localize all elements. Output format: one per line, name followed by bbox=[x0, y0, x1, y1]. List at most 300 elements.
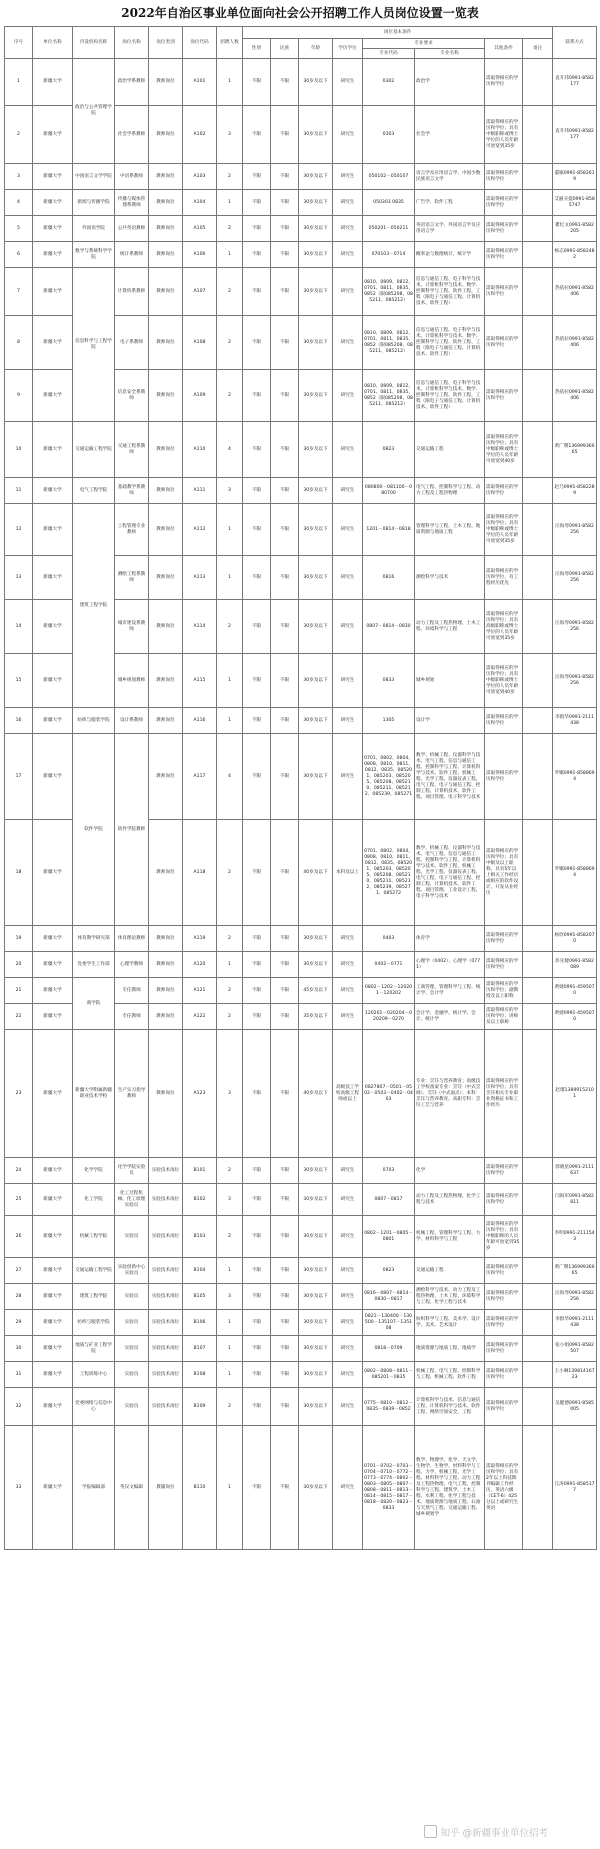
cell-note bbox=[523, 1258, 553, 1284]
cell-dept: 工程训练中心 bbox=[73, 1362, 115, 1388]
cell-age: 30岁及以下 bbox=[299, 952, 333, 978]
cell-type: 教师岗位 bbox=[149, 216, 183, 242]
cell-ethnic: 不限 bbox=[271, 1362, 299, 1388]
cell-contact: 彭先婕0991-8582089 bbox=[553, 952, 597, 978]
cell-gender: 不限 bbox=[243, 820, 271, 926]
cell-type: 实验技术岗位 bbox=[149, 1388, 183, 1426]
cell-dept: 软件学院 bbox=[73, 734, 115, 926]
cell-gender: 不限 bbox=[243, 268, 271, 316]
cell-mcode: 0816－0807－0814－0830－0817 bbox=[363, 1284, 415, 1310]
table-row bbox=[5, 164, 597, 190]
cell-note bbox=[523, 926, 553, 952]
cell-count: 2 bbox=[217, 316, 243, 370]
cell-note bbox=[523, 1158, 553, 1184]
cell-seq: 24 bbox=[5, 1158, 33, 1184]
cell-mname: 机械工程、电气工程、控制科学与工程、机械工程、软件工程 bbox=[415, 1362, 485, 1388]
header-note: 备注 bbox=[523, 39, 553, 59]
cell-edu: 研究生 bbox=[333, 190, 363, 216]
cell-type: 教辅岗位 bbox=[149, 1426, 183, 1550]
cell-other: 需取得相应的学历和学位 bbox=[485, 268, 523, 316]
cell-gender: 不限 bbox=[243, 1362, 271, 1388]
cell-count: 1 bbox=[217, 242, 243, 268]
cell-unit: 新疆大学 bbox=[33, 216, 73, 242]
cell-mname: 工商管理、管理科学与工程、统计学、会计学 bbox=[415, 978, 485, 1004]
cell-unit: 新疆大学 bbox=[33, 1158, 73, 1184]
cell-gender: 不限 bbox=[243, 1284, 271, 1310]
cell-age: 30岁及以下 bbox=[299, 734, 333, 820]
cell-ethnic: 不限 bbox=[271, 1004, 299, 1030]
cell-gender: 不限 bbox=[243, 164, 271, 190]
cell-mcode: 0807－0817 bbox=[363, 1184, 415, 1216]
cell-code: A101 bbox=[183, 59, 217, 106]
table-row bbox=[5, 1158, 597, 1184]
cell-mname: 动力工程及工程热物理、土木工程、环境科学与工程 bbox=[415, 600, 485, 654]
cell-type: 实验技术岗位 bbox=[149, 1310, 183, 1336]
cell-mname: 机械工程、管理科学与工程、力学、材料科学与工程 bbox=[415, 1216, 485, 1258]
cell-mname: 英语语言文学、外国语言学及应用语言学 bbox=[415, 216, 485, 242]
cell-edu: 研究生 bbox=[333, 478, 363, 504]
cell-post: 实验员 bbox=[115, 1336, 149, 1362]
table-row bbox=[5, 1284, 597, 1310]
cell-edu: 研究生 bbox=[333, 106, 363, 164]
table-row bbox=[5, 190, 597, 216]
cell-ethnic: 不限 bbox=[271, 268, 299, 316]
table-row bbox=[5, 1030, 597, 1158]
cell-unit: 新疆大学 bbox=[33, 1216, 73, 1258]
cell-seq: 20 bbox=[5, 952, 33, 978]
cell-count: 1 bbox=[217, 1258, 243, 1284]
cell-mname: 体育学 bbox=[415, 926, 485, 952]
cell-count: 2 bbox=[217, 1158, 243, 1184]
cell-seq: 22 bbox=[5, 1004, 33, 1030]
cell-gender: 不限 bbox=[243, 316, 271, 370]
cell-age: 30岁及以下 bbox=[299, 316, 333, 370]
cell-mcode: 0402－0771 bbox=[363, 952, 415, 978]
cell-seq: 14 bbox=[5, 600, 33, 654]
cell-other: 需取得相应的学历和学位 bbox=[485, 1184, 523, 1216]
cell-other: 需取得相应的学历和学位 bbox=[485, 316, 523, 370]
cell-edu: 研究生 bbox=[333, 242, 363, 268]
cell-mcode: 0827807－0501－0502－0503－0402－0403 bbox=[363, 1030, 415, 1158]
cell-edu: 研究生 bbox=[333, 1004, 363, 1030]
table-row bbox=[5, 1336, 597, 1362]
cell-code: A119 bbox=[183, 926, 217, 952]
table-row bbox=[5, 1426, 597, 1550]
cell-unit: 新疆大学 bbox=[33, 1284, 73, 1310]
cell-age: 30岁及以下 bbox=[299, 1258, 333, 1284]
cell-ethnic: 不限 bbox=[271, 734, 299, 820]
cell-note bbox=[523, 1388, 553, 1426]
cell-note bbox=[523, 216, 553, 242]
cell-unit: 新疆大学 bbox=[33, 978, 73, 1004]
cell-gender: 不限 bbox=[243, 926, 271, 952]
cell-age: 30岁及以下 bbox=[299, 556, 333, 600]
cell-other: 需取得相应的学历和学位；具有中级职称或博士学位的人员年龄可放宽到35岁 bbox=[485, 504, 523, 556]
cell-ethnic: 不限 bbox=[271, 1284, 299, 1310]
cell-mname: 会计学、金融学、统计学、会计、统计学 bbox=[415, 1004, 485, 1030]
cell-contact: 罗娜0991-8588694 bbox=[553, 734, 597, 820]
cell-ethnic: 不限 bbox=[271, 978, 299, 1004]
table-row bbox=[5, 268, 597, 316]
cell-post: 化学学院实验员 bbox=[115, 1158, 149, 1184]
cell-contact: 汪海琴0991-8582256 bbox=[553, 654, 597, 708]
cell-type: 教师岗位 bbox=[149, 1004, 183, 1030]
cell-ethnic: 不限 bbox=[271, 556, 299, 600]
header-major-name: 专业名称 bbox=[415, 49, 485, 59]
cell-type: 教师岗位 bbox=[149, 978, 183, 1004]
cell-mcode: 0818－0709 bbox=[363, 1336, 415, 1362]
cell-mcode: 120201－020204－020209－0270 bbox=[363, 1004, 415, 1030]
cell-ethnic: 不限 bbox=[271, 600, 299, 654]
cell-contact: 黄广瓒13699936665 bbox=[553, 422, 597, 478]
cell-type: 教师岗位 bbox=[149, 504, 183, 556]
cell-count: 1 bbox=[217, 556, 243, 600]
cell-dept: 机械工程学院 bbox=[73, 1216, 115, 1258]
cell-edu: 研究生 bbox=[333, 1388, 363, 1426]
cell-other: 需取得相应的学历和学位 bbox=[485, 708, 523, 734]
cell-other: 需取得相应的学历和学位；具有高级职称或博士学位的人员年龄可放宽到35岁 bbox=[485, 600, 523, 654]
cell-edu: 研究生 bbox=[333, 504, 363, 556]
cell-unit: 新疆大学 bbox=[33, 926, 73, 952]
cell-note bbox=[523, 478, 553, 504]
cell-dept: 电气工程学院 bbox=[73, 478, 115, 504]
cell-post: 专任教师 bbox=[115, 978, 149, 1004]
cell-mcode: 050303 0835 bbox=[363, 190, 415, 216]
cell-gender: 不限 bbox=[243, 59, 271, 106]
cell-code: A113 bbox=[183, 556, 217, 600]
cell-count: 1 bbox=[217, 190, 243, 216]
cell-contact: 杨欣0991-8582070 bbox=[553, 926, 597, 952]
cell-unit: 新疆大学 bbox=[33, 820, 73, 926]
cell-gender: 不限 bbox=[243, 242, 271, 268]
cell-edu: 研究生 bbox=[333, 216, 363, 242]
cell-gender: 不限 bbox=[243, 106, 271, 164]
cell-seq: 28 bbox=[5, 1284, 33, 1310]
cell-edu: 研究生 bbox=[333, 1310, 363, 1336]
cell-ethnic: 不限 bbox=[271, 708, 299, 734]
header-age: 年龄 bbox=[299, 39, 333, 59]
cell-note bbox=[523, 952, 553, 978]
table-row bbox=[5, 1388, 597, 1426]
cell-edu: 研究生 bbox=[333, 370, 363, 422]
cell-unit: 新疆大学 bbox=[33, 708, 73, 734]
cell-note bbox=[523, 1426, 553, 1550]
cell-edu: 研究生 bbox=[333, 1284, 363, 1310]
cell-seq: 29 bbox=[5, 1310, 33, 1336]
cell-dept: 体育教学研究部 bbox=[73, 926, 115, 952]
cell-mcode: 0802－1202－120201－120202 bbox=[363, 978, 415, 1004]
cell-edu: 本科及以上 bbox=[333, 820, 363, 926]
cell-age: 40岁及以下 bbox=[299, 1030, 333, 1158]
cell-ethnic: 不限 bbox=[271, 242, 299, 268]
cell-edu: 研究生 bbox=[333, 268, 363, 316]
table-row bbox=[5, 1362, 597, 1388]
cell-gender: 不限 bbox=[243, 422, 271, 478]
header-basic-conditions: 岗位基本条件 bbox=[243, 27, 553, 39]
cell-mname: 广告学、软件工程 bbox=[415, 190, 485, 216]
cell-edu: 研究生 bbox=[333, 952, 363, 978]
cell-gender: 不限 bbox=[243, 504, 271, 556]
cell-other: 需取得相应的学历和学位 bbox=[485, 1388, 523, 1426]
cell-ethnic: 不限 bbox=[271, 59, 299, 106]
cell-seq: 16 bbox=[5, 708, 33, 734]
cell-post: 实验员 bbox=[115, 1388, 149, 1426]
cell-seq: 8 bbox=[5, 316, 33, 370]
header-dept: 内设机构名称 bbox=[73, 27, 115, 59]
cell-unit: 新疆大学 bbox=[33, 1362, 73, 1388]
header-unit: 单位名称 bbox=[33, 27, 73, 59]
cell-contact: 闫海军0991-8582811 bbox=[553, 1184, 597, 1216]
cell-age: 35岁及以下 bbox=[299, 1004, 333, 1030]
cell-edu: 研究生 bbox=[333, 978, 363, 1004]
cell-count: 2 bbox=[217, 820, 243, 926]
cell-other: 需取得相应的学历和学位 bbox=[485, 478, 523, 504]
cell-contact: 袁升玮0991-8582177 bbox=[553, 59, 597, 106]
cell-gender: 不限 bbox=[243, 654, 271, 708]
cell-other: 需取得相应的学历和学位；讲师及以上职称 bbox=[485, 1004, 523, 1030]
header-edu: 学历学位 bbox=[333, 39, 363, 59]
table-row bbox=[5, 422, 597, 478]
cell-gender: 不限 bbox=[243, 1388, 271, 1426]
cell-count: 2 bbox=[217, 216, 243, 242]
cell-mcode: 0810、0809、0812、0701、0811、0835、0852（限085208、085211、085212） bbox=[363, 268, 415, 316]
watermark-text: 知乎 @新疆事业单位招考 bbox=[440, 1828, 548, 1839]
cell-mname: 信息与通信工程、电子科学与技术、计算机科学与技术、数学、控制科学与工程、软件工程、工程（限电子与通信工程、计算机技术、软件工程） bbox=[415, 268, 485, 316]
cell-contact: 艾丽买提0991-8585747 bbox=[553, 190, 597, 216]
cell-mcode: 0775－0810－0812－0835－0839－0852 bbox=[363, 1388, 415, 1426]
cell-other: 需取得相应的学历和学位；具有中级职称的人员年龄可放宽到35岁 bbox=[485, 1216, 523, 1258]
cell-unit: 新疆大学 bbox=[33, 556, 73, 600]
cell-post: 传播与媒体管理系教师 bbox=[115, 190, 149, 216]
cell-code: B106 bbox=[183, 1310, 217, 1336]
cell-mname: 心理学（0402）、心理学（0771） bbox=[415, 952, 485, 978]
cell-contact: 张小娟0991-8582507 bbox=[553, 1336, 597, 1362]
cell-gender: 不限 bbox=[243, 216, 271, 242]
cell-contact: 李群华0991-2111438 bbox=[553, 1310, 597, 1336]
cell-unit: 新疆大学 bbox=[33, 478, 73, 504]
cell-dept: 化学学院 bbox=[73, 1158, 115, 1184]
cell-post: 英汉文编辑 bbox=[115, 1426, 149, 1550]
table-row bbox=[5, 242, 597, 268]
cell-note bbox=[523, 708, 553, 734]
cell-dept: 建筑工程学院 bbox=[73, 1284, 115, 1310]
header-count: 招聘人数 bbox=[217, 27, 243, 59]
cell-edu: 研究生 bbox=[333, 1426, 363, 1550]
cell-other: 需取得相应的学历和学位 bbox=[485, 1310, 523, 1336]
cell-other: 需取得相应的学历和学位；具有中级职称或博士学位的人员年龄可放宽到40岁 bbox=[485, 654, 523, 708]
cell-count: 3 bbox=[217, 106, 243, 164]
cell-edu: 研究生 bbox=[333, 1216, 363, 1258]
cell-seq: 6 bbox=[5, 242, 33, 268]
header-major-group: 专业要求 bbox=[363, 39, 485, 49]
cell-mname: 语言学及应用语言学、中国少数民族语言文学 bbox=[415, 164, 485, 190]
cell-edu: 研究生 bbox=[333, 1158, 363, 1184]
cell-count: 2 bbox=[217, 926, 243, 952]
cell-ethnic: 不限 bbox=[271, 1030, 299, 1158]
cell-age: 30岁及以下 bbox=[299, 164, 333, 190]
cell-type: 实验技术岗位 bbox=[149, 1284, 183, 1310]
cell-age: 30岁及以下 bbox=[299, 1284, 333, 1310]
cell-code: A118 bbox=[183, 820, 217, 926]
cell-note bbox=[523, 370, 553, 422]
cell-mcode: 1201－0814－0818 bbox=[363, 504, 415, 556]
cell-unit: 新疆大学 bbox=[33, 370, 73, 422]
cell-post: 城市建设系教师 bbox=[115, 600, 149, 654]
cell-seq: 10 bbox=[5, 422, 33, 478]
cell-dept: 新疆大学附属新疆职业技术学校 bbox=[73, 1030, 115, 1158]
cell-dept: 新闻与传播学院 bbox=[73, 190, 115, 216]
cell-mname: 概率论与数理统计、统计学 bbox=[415, 242, 485, 268]
cell-mname: 政治学 bbox=[415, 59, 485, 106]
cell-type: 实验技术岗位 bbox=[149, 1158, 183, 1184]
cell-contact: 汪海琴0991-8582256 bbox=[553, 556, 597, 600]
cell-unit: 新疆大学 bbox=[33, 1310, 73, 1336]
cell-gender: 不限 bbox=[243, 1336, 271, 1362]
cell-note bbox=[523, 556, 553, 600]
cell-unit: 新疆大学 bbox=[33, 734, 73, 820]
cell-dept: 建筑工程学院 bbox=[73, 504, 115, 708]
cell-post: 交通工程系教师 bbox=[115, 422, 149, 478]
cell-mcode: 0821－130400－130500－135107－135108 bbox=[363, 1310, 415, 1336]
cell-mname: 动力工程及工程热物理、化学工程与技术 bbox=[415, 1184, 485, 1216]
cell-edu: 研究生 bbox=[333, 926, 363, 952]
cell-ethnic: 不限 bbox=[271, 478, 299, 504]
cell-gender: 不限 bbox=[243, 1004, 271, 1030]
cell-seq: 18 bbox=[5, 820, 33, 926]
cell-edu: 研究生 bbox=[333, 59, 363, 106]
cell-code: A111 bbox=[183, 478, 217, 504]
cell-gender: 不限 bbox=[243, 1258, 271, 1284]
cell-contact: 黄广瓒13699936665 bbox=[553, 1258, 597, 1284]
cell-type: 教师岗位 bbox=[149, 164, 183, 190]
cell-gender: 不限 bbox=[243, 978, 271, 1004]
cell-type: 实验技术岗位 bbox=[149, 1258, 183, 1284]
cell-post: 化工过程机械、化工原理实验员 bbox=[115, 1184, 149, 1216]
cell-ethnic: 不限 bbox=[271, 1426, 299, 1550]
table-row bbox=[5, 978, 597, 1004]
cell-code: B105 bbox=[183, 1284, 217, 1310]
cell-mcode: 0802－1201－0805－0801 bbox=[363, 1216, 415, 1258]
cell-seq: 15 bbox=[5, 654, 33, 708]
cell-unit: 新疆大学 bbox=[33, 1004, 73, 1030]
cell-ethnic: 不限 bbox=[271, 316, 299, 370]
cell-code: B109 bbox=[183, 1388, 217, 1426]
cell-count: 2 bbox=[217, 1216, 243, 1258]
cell-other: 需取得相应的学历和学位；副教授及以上职称 bbox=[485, 978, 523, 1004]
cell-post: 工程管理专业教师 bbox=[115, 504, 149, 556]
cell-dept: 交通运输工程学院 bbox=[73, 1258, 115, 1284]
cell-count: 3 bbox=[217, 1284, 243, 1310]
cell-post: 实验员 bbox=[115, 1310, 149, 1336]
cell-note bbox=[523, 1310, 553, 1336]
table-row bbox=[5, 504, 597, 556]
cell-mcode: 0703 bbox=[363, 1158, 415, 1184]
cell-mname: 交通运输工程 bbox=[415, 1258, 485, 1284]
cell-mname: 数学、机械工程、仪器科学与技术、电气工程、信息与通信工程、控制科学与工程、计算机科学与技术、软件工程、机械工程、光学工程、仪器仪表工程、电气工程、电子与通信工程、控制工程、计算机技术、软件工程、项目管理、工业设计工程、电子科学与技术 bbox=[415, 820, 485, 926]
cell-type: 实验技术岗位 bbox=[149, 1336, 183, 1362]
cell-mcode: 0701、0802、0804、0808、0810、0811、0812、0835、085201、085203、085205、085208、085210、085211、085212、085239、085271、085272 bbox=[363, 820, 415, 926]
cell-age: 30岁及以下 bbox=[299, 504, 333, 556]
cell-count: 1 bbox=[217, 708, 243, 734]
cell-other: 需取得相应的学历和学位 bbox=[485, 1158, 523, 1184]
cell-ethnic: 不限 bbox=[271, 952, 299, 978]
cell-seq: 19 bbox=[5, 926, 33, 952]
cell-code: A103 bbox=[183, 164, 217, 190]
cell-ethnic: 不限 bbox=[271, 216, 299, 242]
cell-note bbox=[523, 268, 553, 316]
cell-note bbox=[523, 422, 553, 478]
cell-age: 30岁及以下 bbox=[299, 422, 333, 478]
cell-mname: 信息与通信工程、电子科学与技术、计算机科学与技术、数学、控制科学与工程、软件工程、工程（限电子与通信工程、计算机技术、软件工程） bbox=[415, 316, 485, 370]
cell-mname: 电气工程、控制科学与工程、动力工程及工程热物理 bbox=[415, 478, 485, 504]
cell-code: A105 bbox=[183, 216, 217, 242]
cell-unit: 新疆大学 bbox=[33, 316, 73, 370]
cell-dept: 地质与矿业工程学院 bbox=[73, 1336, 115, 1362]
watermark bbox=[424, 1825, 548, 1839]
cell-gender: 不限 bbox=[243, 1216, 271, 1258]
cell-code: B107 bbox=[183, 1336, 217, 1362]
cell-code: A104 bbox=[183, 190, 217, 216]
cell-type: 教师岗位 bbox=[149, 820, 183, 926]
cell-note bbox=[523, 1184, 553, 1216]
cell-seq: 9 bbox=[5, 370, 33, 422]
cell-post: 基础教学系教师 bbox=[115, 478, 149, 504]
cell-mname: 计算机科学与技术、信息与通信工程、计算机科学与技术、软件工程、网络空间安全、工程 bbox=[415, 1388, 485, 1426]
cell-dept: 信息科学与工程学院 bbox=[73, 268, 115, 422]
cell-mname: 交通运输工程 bbox=[415, 422, 485, 478]
cell-count: 2 bbox=[217, 164, 243, 190]
cell-age: 30岁及以下 bbox=[299, 190, 333, 216]
cell-count: 4 bbox=[217, 422, 243, 478]
cell-age: 30岁及以下 bbox=[299, 216, 333, 242]
cell-unit: 新疆大学 bbox=[33, 1184, 73, 1216]
cell-contact: 赵瑾13899152101 bbox=[553, 1030, 597, 1158]
cell-note bbox=[523, 106, 553, 164]
cell-note bbox=[523, 1004, 553, 1030]
cell-dept: 党委网络与信息中心 bbox=[73, 1388, 115, 1426]
cell-count: 1 bbox=[217, 59, 243, 106]
cell-edu: 研究生 bbox=[333, 1362, 363, 1388]
cell-other: 需取得相应的学历和学位 bbox=[485, 952, 523, 978]
cell-edu: 研究生 bbox=[333, 600, 363, 654]
cell-dept: 外国语学院 bbox=[73, 216, 115, 242]
cell-type: 教师岗位 bbox=[149, 600, 183, 654]
cell-note bbox=[523, 654, 553, 708]
cell-post: 中语系教师 bbox=[115, 164, 149, 190]
cell-seq: 4 bbox=[5, 190, 33, 216]
cell-gender: 不限 bbox=[243, 1184, 271, 1216]
cell-mname: 管理科学与工程、土木工程、地质资源与地质工程 bbox=[415, 504, 485, 556]
cell-dept: 商学院 bbox=[73, 978, 115, 1030]
table-row bbox=[5, 708, 597, 734]
cell-edu: 研究生 bbox=[333, 734, 363, 820]
cell-contact: 罗娜0991-8588694 bbox=[553, 820, 597, 926]
cell-code: B108 bbox=[183, 1362, 217, 1388]
cell-seq: 25 bbox=[5, 1184, 33, 1216]
cell-unit: 新疆大学 bbox=[33, 1426, 73, 1550]
cell-other: 需取得相应的学历和学位 bbox=[485, 926, 523, 952]
cell-seq: 12 bbox=[5, 504, 33, 556]
cell-count: 3 bbox=[217, 1030, 243, 1158]
cell-other: 需取得相应的学历和学位；具有中级职称或博士学位的人员年龄可放宽到40岁 bbox=[485, 422, 523, 478]
cell-seq: 26 bbox=[5, 1216, 33, 1258]
cell-post: 政治学系教师 bbox=[115, 59, 149, 106]
cell-post: 实验员 bbox=[115, 1284, 149, 1310]
cell-age: 30岁及以下 bbox=[299, 1388, 333, 1426]
cell-count: 2 bbox=[217, 370, 243, 422]
cell-type: 教师岗位 bbox=[149, 59, 183, 106]
cell-unit: 新疆大学 bbox=[33, 268, 73, 316]
